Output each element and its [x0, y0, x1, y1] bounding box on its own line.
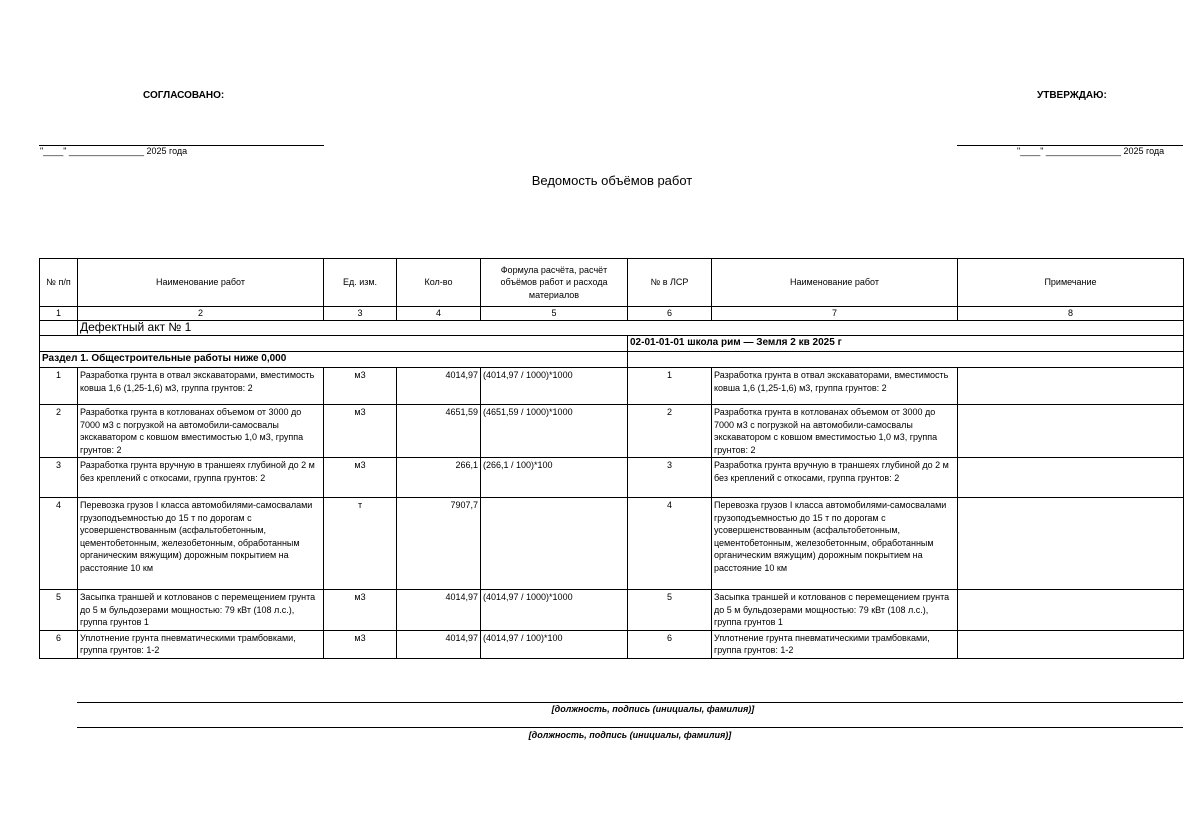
col-header-name2: Наименование работ	[712, 259, 958, 307]
row-qty: 4651,59	[397, 405, 481, 458]
row-work-name: Засыпка траншей и котлованов с перемещением грунта до 5 м бульдозерами мощностью: 79 кВт (108 л.с.), группа грунтов 1	[78, 590, 324, 631]
col-header-num: № п/п	[40, 259, 78, 307]
table-row	[40, 458, 1184, 498]
approval-agreed-label: СОГЛАСОВАНО:	[143, 90, 225, 101]
row-work-name: Уплотнение грунта пневматическими трамбовками, группа грунтов: 1-2	[78, 630, 324, 658]
row-work-name: Разработка грунта вручную в траншеях глубиной до 2 м без креплений с откосами, группа грунтов: 2	[78, 458, 324, 498]
row-num: 5	[40, 590, 78, 631]
col-header-qty: Кол-во	[397, 259, 481, 307]
signature-caption-1: [должность, подпись (инициалы, фамилия)]	[551, 704, 755, 714]
row-qty: 266,1	[397, 458, 481, 498]
row-lsr-num: 3	[628, 458, 712, 498]
col-number: 8	[958, 307, 1184, 321]
row-note	[958, 405, 1184, 458]
row-formula: (4014,97 / 100)*100	[481, 630, 628, 658]
row-lsr-num: 1	[628, 368, 712, 405]
row-unit: м3	[324, 405, 397, 458]
row-unit: м3	[324, 368, 397, 405]
row-lsr-num: 4	[628, 498, 712, 590]
col-number: 4	[397, 307, 481, 321]
row-formula: (266,1 / 100)*100	[481, 458, 628, 498]
row-work-name-lsr: Разработка грунта в котлованах объемом от 3000 до 7000 м3 с погрузкой на автомобили-самосвалы экскаватором с ковшом вместимостью 1,0 м3, группа грунтов: 2	[712, 405, 958, 458]
col-number: 7	[712, 307, 958, 321]
row-qty: 4014,97	[397, 368, 481, 405]
table-row	[40, 498, 1184, 590]
col-header-note: Примечание	[958, 259, 1184, 307]
row-work-name-lsr: Разработка грунта в отвал экскаваторами, вместимость ковша 1,6 (1,25-1,6) м3, группа грунтов: 2	[712, 368, 958, 405]
table-row	[40, 368, 1184, 405]
row-qty: 7907,7	[397, 498, 481, 590]
row-num: 3	[40, 458, 78, 498]
row-num: 6	[40, 630, 78, 658]
row-qty: 4014,97	[397, 590, 481, 631]
row-unit: т	[324, 498, 397, 590]
signature-line-2	[77, 727, 1183, 728]
act-row	[40, 321, 1184, 336]
row-formula: (4014,97 / 1000)*1000	[481, 590, 628, 631]
section-row	[40, 352, 1184, 368]
row-note	[958, 498, 1184, 590]
col-number: 5	[481, 307, 628, 321]
row-work-name-lsr: Перевозка грузов I класса автомобилями-самосвалами грузоподъемностью до 15 т по дорогам с усовершенствованным (асфальтобетонным, цементобетонным, железобетонным, обработанным органическим вяжущим) дорожным покрытием на расстояние 10 км	[712, 498, 958, 590]
column-numbers-row	[40, 307, 1184, 321]
row-unit: м3	[324, 630, 397, 658]
signature-caption-2: [должность, подпись (инициалы, фамилия)]	[528, 730, 732, 740]
col-header-name: Наименование работ	[78, 259, 324, 307]
row-work-name-lsr: Уплотнение грунта пневматическими трамбовками, группа грунтов: 1-2	[712, 630, 958, 658]
row-work-name-lsr: Разработка грунта вручную в траншеях глубиной до 2 м без креплений с откосами, группа грунтов: 2	[712, 458, 958, 498]
row-work-name: Разработка грунта в отвал экскаваторами, вместимость ковша 1,6 (1,25-1,6) м3, группа грунтов: 2	[78, 368, 324, 405]
page-title: Ведомость объёмов работ	[531, 173, 693, 188]
col-header-formula: Формула расчёта, расчёт объёмов работ и расхода материалов	[481, 259, 628, 307]
row-work-name: Разработка грунта в котлованах объемом от 3000 до 7000 м3 с погрузкой на автомобили-самосвалы экскаватором с ковшом вместимостью 1,0 м3, группа грунтов: 2	[78, 405, 324, 458]
row-note	[958, 630, 1184, 658]
approval-approve-label: УТВЕРЖДАЮ:	[1037, 90, 1107, 101]
row-work-name: Перевозка грузов I класса автомобилями-самосвалами грузоподъемностью до 15 т по дорогам с усовершенствованным (асфальтобетонным, цементобетонным, железобетонным, обработанным органическим вяжущим) дорожным покрытием на расстояние 10 км	[78, 498, 324, 590]
col-header-unit: Ед. изм.	[324, 259, 397, 307]
col-number: 3	[324, 307, 397, 321]
col-number: 1	[40, 307, 78, 321]
row-formula: (4014,97 / 1000)*1000	[481, 368, 628, 405]
volumes-table	[39, 258, 1184, 659]
estimate-title: 02-01-01-01 школа рим — Земля 2 кв 2025 г	[628, 336, 1184, 352]
col-number: 2	[78, 307, 324, 321]
row-qty: 4014,97	[397, 630, 481, 658]
row-lsr-num: 2	[628, 405, 712, 458]
row-num: 4	[40, 498, 78, 590]
row-num: 1	[40, 368, 78, 405]
row-work-name-lsr: Засыпка траншей и котлованов с перемещением грунта до 5 м бульдозерами мощностью: 79 кВт (108 л.с.), группа грунтов 1	[712, 590, 958, 631]
row-formula	[481, 498, 628, 590]
row-note	[958, 368, 1184, 405]
row-note	[958, 458, 1184, 498]
table-header-row	[40, 259, 1184, 307]
act-title: Дефектный акт № 1	[78, 321, 1184, 336]
left-date: "____" _______________ 2025 года	[40, 146, 188, 156]
row-unit: м3	[324, 590, 397, 631]
row-lsr-num: 5	[628, 590, 712, 631]
signature-line-1	[77, 702, 1183, 703]
row-lsr-num: 6	[628, 630, 712, 658]
right-date: "____" _______________ 2025 года	[1017, 146, 1165, 156]
row-unit: м3	[324, 458, 397, 498]
row-num: 2	[40, 405, 78, 458]
row-note	[958, 590, 1184, 631]
table-row	[40, 405, 1184, 458]
estimate-row	[40, 336, 1184, 352]
section-title: Раздел 1. Общестроительные работы ниже 0,000	[40, 352, 628, 368]
row-formula: (4651,59 / 1000)*1000	[481, 405, 628, 458]
table-row	[40, 630, 1184, 658]
col-header-lsr: № в ЛСР	[628, 259, 712, 307]
table-row	[40, 590, 1184, 631]
col-number: 6	[628, 307, 712, 321]
